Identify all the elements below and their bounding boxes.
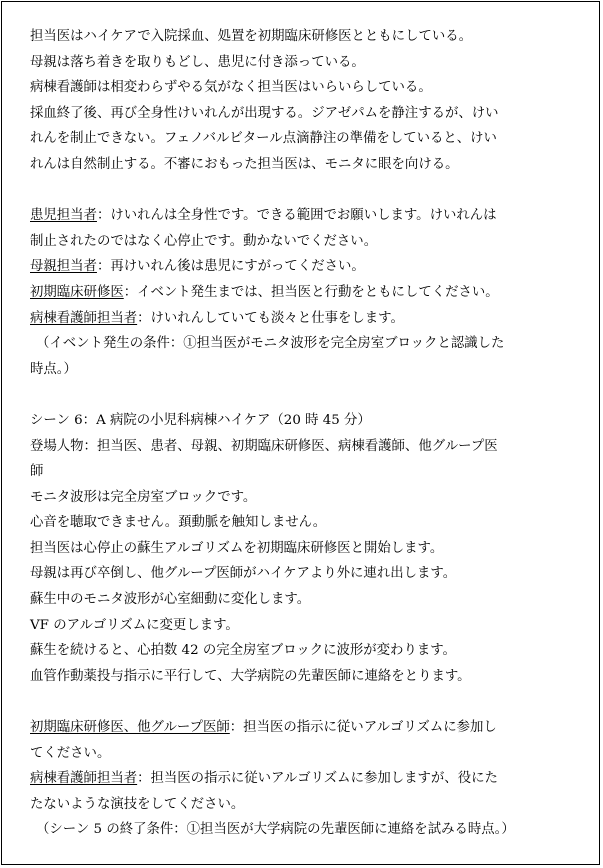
narrative-line: 担当医は心停止の蘇生アルゴリズムを初期臨床研修医と開始します。	[30, 540, 444, 556]
role-instruction	[30, 229, 582, 255]
document-frame	[1, 1, 600, 865]
role-instruction	[30, 741, 582, 767]
narrative-line: 蘇生を続けると、心拍数 42 の完全房室ブロックに波形が変わります。	[30, 643, 456, 659]
role-label: 初期臨床研修医、他グループ医師	[30, 720, 230, 736]
end-condition: （シーン 5 の終了条件：①担当医が大学病院の先輩医師に連絡を試みる時点。）	[36, 822, 515, 838]
narrative-line: 母親は再び卒倒し、他グループ医師がハイケアより外に連れ出します。	[30, 566, 457, 582]
narrative-line: 担当医はハイケアで入院採血、処置を初期臨床研修医とともにしている。	[30, 29, 473, 44]
role-instruction	[30, 792, 582, 818]
paragraph-gap	[30, 178, 582, 204]
role-instruction	[30, 254, 582, 280]
role-instruction	[30, 280, 582, 306]
document-body	[30, 24, 582, 843]
paragraph-gap	[30, 689, 582, 715]
event-condition: 時点。）	[30, 361, 77, 377]
narrative-line: 母親は落ち着きを取りもどし、患児に付き添っている。	[30, 54, 365, 70]
characters-line: 師	[30, 464, 44, 480]
role-text: ：けいれんしていても淡々と仕事をします。	[137, 310, 404, 326]
narrative-line: 血管作動薬投与指示に平行して、大学病院の先輩医師に連絡をとります。	[30, 668, 471, 684]
role-label: 初期臨床研修医	[30, 284, 124, 300]
role-instruction	[30, 203, 582, 229]
role-label: 患児担当者	[30, 208, 97, 224]
narrative-line: モニタ波形は完全房室ブロックです。	[30, 489, 257, 505]
role-text: ：イベント発生までは、担当医と行動をともにしてください。	[123, 284, 499, 300]
role-label: 病棟看護師担当者	[30, 310, 138, 326]
role-text: ：担当医の指示に従いアルゴリズムに参加し	[229, 720, 497, 736]
role-text: てください。	[30, 745, 111, 761]
role-text: 制止されたのではなく心停止です。動かないでください。	[30, 233, 378, 249]
characters-line: 登場人物：担当医、患者、母親、初期臨床研修医、病棟看護師、他グループ医	[30, 438, 498, 454]
narrative-line: 採血終了後、再び全身性けいれんが出現する。ジアゼパムを静注するが、けい	[30, 105, 499, 121]
narrative-line: VF のアルゴリズムに変更します。	[30, 617, 239, 633]
role-label: 病棟看護師担当者	[30, 771, 138, 787]
role-text: たないような演技をしてください。	[30, 796, 245, 812]
narrative-line: 病棟看護師は相変わらずやる気がなく担当医はいらいらしている。	[30, 80, 432, 96]
role-text: ：担当医の指示に従いアルゴリズムに参加しますが、役にた	[137, 771, 498, 787]
paragraph-gap	[30, 382, 582, 408]
narrative-line: 心音を聴取できません。頚動脈を触知しません。	[30, 515, 327, 531]
role-label: 母親担当者	[30, 259, 97, 275]
narrative-line: れんを制止できない。フェノバルビタール点滴静注の準備をしていると、けい	[30, 131, 497, 147]
role-instruction	[30, 306, 582, 332]
role-text: ：再けいれん後は患児にすがってください。	[96, 259, 365, 275]
narrative-line: れんは自然制止する。不審におもった担当医は、モニタに眼を向ける。	[30, 156, 459, 172]
event-condition: （イベント発生の条件：①担当医がモニタ波形を完全房室ブロックと認識した	[36, 336, 505, 352]
role-instruction	[30, 715, 582, 741]
role-instruction	[30, 766, 582, 792]
role-text: ：けいれんは全身性です。できる範囲でお願いします。けいれんは	[96, 208, 497, 224]
scene-heading: シーン 6：A 病院の小児科病棟ハイケア（20 時 45 分）	[30, 412, 371, 428]
narrative-line: 蘇生中のモニタ波形が心室細動に変化します。	[30, 592, 311, 608]
